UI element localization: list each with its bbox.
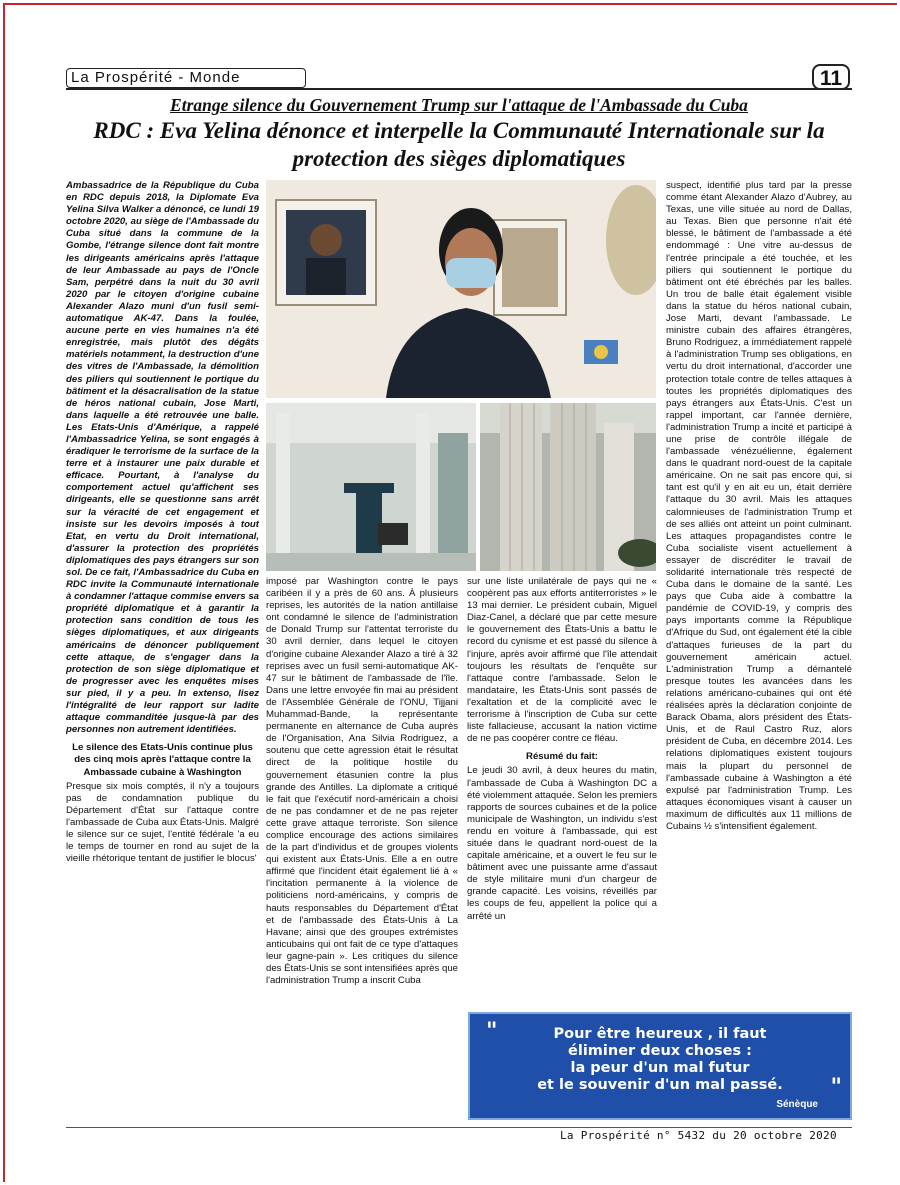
column-2 xyxy=(266,576,458,1124)
subhead-resume: Résumé du fait: xyxy=(526,751,598,763)
kicker: Etrange silence du Gouvernement Trump sur l'attaque de l'Ambassade du Cuba xyxy=(170,95,748,115)
quote-author: Sénèque xyxy=(776,1099,818,1110)
col4-body: suspect, identifié plus tard par la presse comme étant Alexander Alazo d'Aubrey, au Texas, une ville située au nord de Dallas, au Texas. Bien que personne n'ait été blessé, le bâtiment de l'ambassade a été endommagé : Une vitre au-dessus de l'entrée principale a été touchée, et les piliers qui soutiennent le portique du bâtiment ont été ébréchés par les balles. Un trou de balle était également visible dans la statue du héros national cubain, Jose Marti, devant l'ambassade. Le ministre cubain des affaires étrangères, Bruno Rodriguez, a immédiatement rappelé à l'administration Trump ses obligations, en vertu du droit international, d'accorder une protection totale contre de telles attaques à toutes les propriétés diplomatiques des pays étrangers aux États-Unis. C'est un rappel important, car l'année dernière, l'administration Trump a incité et participé à une prise de contrôle illégale de l'ambassade vénézuélienne, également dans le quadrant nord-ouest de la capitale américaine. On ne sait pas encore qui, si tant est qu'il y en ait eu un, était derrière l'attaque du 30 avril. Mais les attaques calomnieuses de l'administration Trump et de ses alliés ont atteint un point culminant. Les attaques propagandistes contre le Cuba socialiste visent actuellement à essayer de discréditer le travail de solidarité internationale très respecté de Cuba dans le domaine de la santé. Les pays que Cuba aide à combattre la pandémie de COVID-19, y compris des pays importants comme la République d'Afrique du Sud, ont également été la cible d'attaques furieuses de la part du gouvernement américain actuel. L'administration Trump a démantelé presque toutes les avancées dans les relations américano-cubaines qui ont été réalisées après la déclaration conjointe de Barack Obama, alors président des États-Unis, et de Raul Castro Ruz, alors président de Cuba, en décembre 2014. Les relations diplomatiques existent toujours mais la plupart du personnel de l'ambassade cubaine à Washington a été expulsé par l'administration Trump. Les attaques économiques visant à causer un maximum de difficultés aux 11 millions de Cubains ½ s'intensifient également. xyxy=(666,180,852,832)
subhead-silence: Le silence des Etats-Unis continue plus des cinq mois après l'attaque contre la Ambassade cubaine à Washington xyxy=(72,742,253,778)
col1-body: Presque six mois comptés, il n'y a toujours pas de condamnation publique du Département d'État sur l'attaque contre l'ambassade de Cuba aux États-Unis. Malgré le silence sur ce sujet, l'entité fédérale 'a eu le temps de tourner en rond au sujet de la vieille rhétorique tentant de justifier le blocus' xyxy=(66,780,259,865)
quote-line: et le souvenir d'un mal passé. xyxy=(537,1077,783,1093)
quote-box xyxy=(468,1012,852,1120)
close-quote-mark: " xyxy=(830,1074,842,1100)
headline: RDC : Eva Yelina dénonce et interpelle la Communauté Internationale sur la protection des sièges diplomatiques xyxy=(93,118,825,171)
ambassador-photo xyxy=(266,180,656,398)
statue-photo xyxy=(266,403,476,571)
page-number: 11 xyxy=(812,64,850,90)
footer-rule xyxy=(66,1127,852,1128)
columns-photo xyxy=(480,403,656,571)
footer: La Prospérité n° 5432 du 20 octobre 2020 xyxy=(560,1129,837,1142)
col3-body: sur une liste unilatérale de pays qui ne « coopèrent pas aux efforts antiterroristes » le 13 mai dernier. Le président cubain, Miguel Diaz-Canel, a déclaré que par cette mesure le gouvernement des États-Unis a battu le record du cynisme et est passé du silence à l'injure, après avoir affirmé que l'île attendait toujours les résultats de l'enquête sur l'attaque contre l'ambassade. Selon le mandataire, les États-Unis sont passés de l'exaltation et de la complicité avec le terrorisme à l'inscription de Cuba sur cette liste fallacieuse, accusant la nation victime de ne pas coopérer contre ce fléau. xyxy=(467,576,657,745)
column-4 xyxy=(666,180,852,1006)
column-1 xyxy=(66,180,259,1124)
section-label: La Prospérité - Monde xyxy=(66,68,306,88)
quote-line: la peur d'un mal futur xyxy=(570,1060,750,1076)
col3-body-2: Le jeudi 30 avril, à deux heures du matin, l'ambassade de Cuba à Washington DC a été violemment attaquée. Selon les premiers rapports de sources cubaines et de la police municipale de Washington, un individu s'est rendu en voiture à l'ambassade, qui est située dans le quadrant nord-ouest de la capitale américaine, et a ouvert le feu sur le bâtiment avec une puissante arme d'assaut de style militaire muni d'un chargeur de grande capacité. Les voisins, réveillés par les coups de feu, appellent la police qui a arrêté un xyxy=(467,765,657,922)
quote-line: éliminer deux choses : xyxy=(568,1043,752,1059)
col2-body: imposé par Washington contre le pays caribéen il y a près de 60 ans. À plusieurs reprises, les autorités de la nation antillaise ont condamné le silence de l'administration de Donald Trump sur l'attentat terroriste du 30 avril dernier, dans lequel le citoyen d'origine cubaine Alexander Alazo a tiré à 32 reprises avec un fusil semi-automatique AK-47 sur le bâtiment de l'ambassade de l'île. Dans une lettre envoyée fin mai au président de l'Assemblée Générale de l'ONU, Tijjani Muhammad-Bande, la représentante permanente en alternance de Cuba auprès de l'Organisation, Ana Silvia Rodriguez, a soutenu que cette agression était le résultat direct de la politique hostile du gouvernement étasunien contre la plus grande des Antilles. La diplomate a critiqué le fait que l'exécutif nord-américain a choisi de ne pas condamner et de ne pas rejeter cette grave attaque terroriste. Son silence complice encourage des actions similaires de la part d'individus et de groupes violents qui existent aux États-Unis. Elle a en outre affirmé que l'incident était également lié à « l'incitation permanente à la violence de politiciens nord-américains, y compris de hauts responsables du Département d'État et de l'ambassade des États-Unis à La Havane; ainsi que des groupes extrémistes anticubains qui ont fait de ce type d'attaques leur gagne-pain ». Les critiques du silence des États-Unis se sont intensifiées après que l'administration Trump a inscrit Cuba xyxy=(266,576,458,987)
column-3 xyxy=(467,576,657,1006)
quote-line: Pour être heureux , il faut xyxy=(553,1026,767,1042)
open-quote-mark: " xyxy=(486,1018,498,1044)
intro-paragraph: Ambassadrice de la République du Cuba en RDC depuis 2018, la Diplomate Eva Yelina Silva Walker a dénoncé, ce lundi 19 octobre 2020, au siège de l'Ambassade du Cuba situé dans la commune de la Gombe, l'étrange silence dont fait montre les dirigeants américains après l'attaque de leur Ambassade au pays de l'Oncle Sam, perpétré dans la nuit du 30 avril 2020 par le citoyen d'origine cubaine Alexander Alazo muni d'un fusil semi-automatique AK-47. Dans la foulée, aucune perte en vies humaines n'a été enregistrée, mais plutôt des dégâts matériels notamment, la destruction d'une des vitres de l'Ambassade, la démolition des piliers qui soutiennent le portique du bâtiment et la désacralisation de la statue de héros national cubain, Jose Marti, dans laquelle a été retrouvée une balle. Les Etats-Unis d'Amérique, a rappelé l'Ambassadrice Yelina, se sont engagés à éradiquer le terrorisme de la surface de la terre et à instaurer une paix durable et efficace. Pourtant, à l'analyse du comportement actuel qu'affichent ses dirigeants, elle se questionne sans arrêt sur la véracité de cet engagement et insiste sur les devoirs imposés à tout Etat, en vertu du Droit international, d'assurer la protection des propriétés diplomatiques des pays étrangers sur son sol. De ce fait, l'Ambassadrice du Cuba en RDC invite la Communauté internationale à condamner l'attaque commise envers sa propriété diplomatique et à garantir la protection sans condition de tous les sièges diplomatiques, et aux dirigeants américains de dénoncer publiquement cette attaque, de s'engager dans la protection de son siège diplomatique et de progresser avec les enquêtes mises sur pied, il y a peu. In extenso, lisez l'intégralité de leur rapport sur ladite attaque commanditée jusque-là par des personnes non autrement identifiées. xyxy=(66,180,259,736)
